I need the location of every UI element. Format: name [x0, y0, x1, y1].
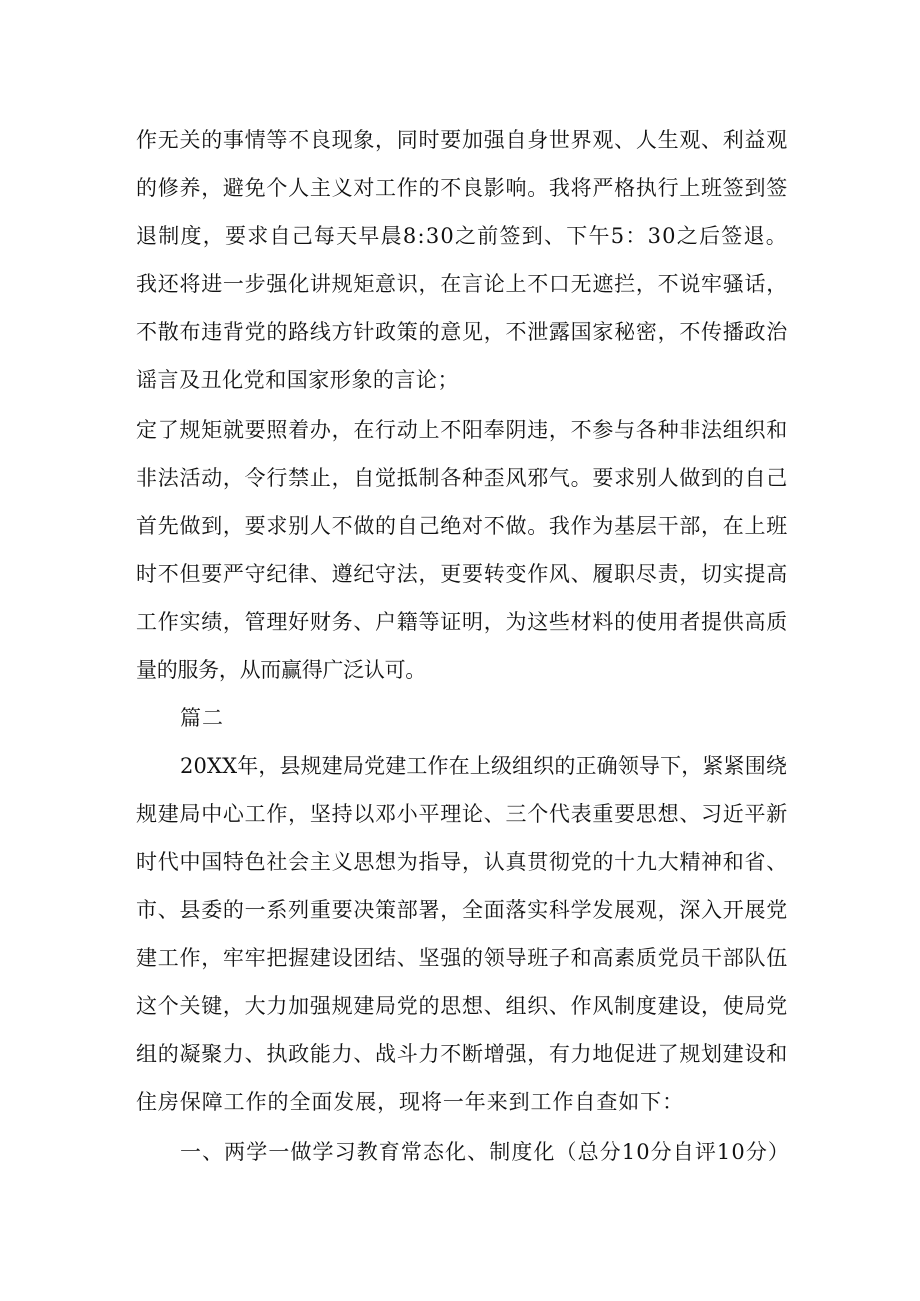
text-line [0, 1088, 920, 1116]
text-line-content: 的修养，避免个人主义对工作的不良影响。我将严格执行上班签到签 [136, 176, 788, 200]
text-line-content: 规建局中心工作，坚持以邓小平理论、三个代表重要思想、习近平新 [136, 802, 788, 826]
text-line-content: 时不但要严守纪律、遵纪守法，更要转变作风、履职尽责，切实提高 [136, 562, 788, 586]
text-line-content: 组的凝聚力、执政能力、战斗力不断增强，有力地促进了规划建设和 [136, 1042, 788, 1066]
text-line [0, 318, 920, 346]
text-line-content: 作无关的事情等不良现象，同时要加强自身世界观、人生观、利益观 [136, 128, 788, 152]
text-line-content: 时代中国特色社会主义思想为指导，认真贯彻党的十九大精神和省、 [136, 850, 788, 874]
text-line [0, 848, 920, 876]
text-line-content: 20XX年，县规建局党建工作在上级组织的正确领导下，紧紧围绕 [180, 754, 787, 778]
text-line-content: 工作实绩，管理好财务、户籍等证明，为这些材料的使用者提供高质 [136, 610, 788, 634]
section-heading [0, 704, 920, 732]
text-line [0, 222, 920, 250]
text-line [0, 944, 920, 972]
text-line [0, 992, 920, 1020]
text-line-content: 我还将进一步强化讲规矩意识，在言论上不口无遮拦，不说牢骚话， [136, 272, 788, 296]
text-line [0, 126, 920, 154]
text-line [0, 512, 920, 540]
text-line-content: 退制度，要求自己每天早晨8:30之前签到、下午5：30之后签退。 [136, 224, 788, 248]
text-line [0, 800, 920, 828]
text-line [0, 464, 920, 492]
text-line [0, 1040, 920, 1068]
text-line-content: 建工作，牢牢把握建设团结、坚强的领导班子和高素质党员干部队伍 [136, 946, 788, 970]
text-line-content: 住房保障工作的全面发展，现将一年来到工作自查如下： [136, 1090, 684, 1114]
text-line [0, 366, 920, 394]
text-line-content: 谣言及丑化党和国家形象的言论； [136, 368, 459, 392]
text-line-content: 不散布违背党的路线方针政策的意见，不泄露国家秘密，不传播政治 [136, 320, 788, 344]
text-line-content: 这个关键，大力加强规建局党的思想、组织、作风制度建设，使局党 [136, 994, 788, 1018]
section-heading-text: 篇二 [180, 706, 224, 730]
text-line [0, 270, 920, 298]
text-line-content: 市、县委的一系列重要决策部署，全面落实科学发展观，深入开展党 [136, 898, 788, 922]
text-line-content: 定了规矩就要照着办，在行动上不阳奉阴违，不参与各种非法组织和 [136, 418, 788, 442]
text-line-content: 非法活动，令行禁止，自觉抵制各种歪风邪气。要求别人做到的自己 [136, 466, 788, 490]
section-heading [0, 1138, 920, 1166]
text-line [0, 560, 920, 588]
text-line [0, 608, 920, 636]
text-line-content: 量的服务，从而赢得广泛认可。 [136, 658, 426, 682]
text-line [0, 752, 920, 780]
text-line [0, 896, 920, 924]
text-line [0, 656, 920, 684]
text-line [0, 174, 920, 202]
section-heading-text: 一、两学一做学习教育常态化、制度化（总分10分自评10分） [180, 1140, 790, 1164]
text-line-content: 首先做到，要求别人不做的自己绝对不做。我作为基层干部，在上班 [136, 514, 788, 538]
text-line [0, 416, 920, 444]
